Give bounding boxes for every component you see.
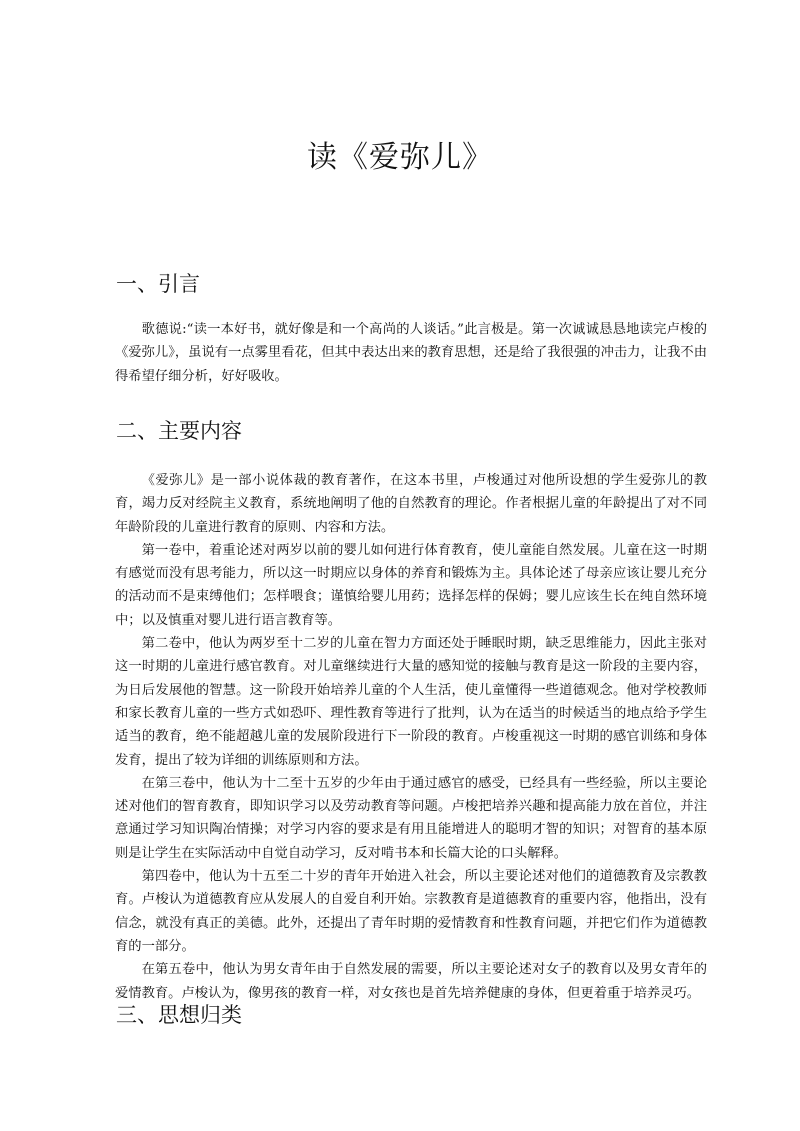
- paragraph: 第一卷中，着重论述对两岁以前的婴儿如何进行体育教育，使儿童能自然发展。儿童在这一时期有感觉而没有思考能力，所以这一时期应以身体的养育和锻炼为主。具体论述了母亲应该让婴儿充分的活动而不是束缚他们；怎样喂食；谨慎给婴儿用药；选择怎样的保姆；婴儿应该生长在纯自然环境中；以及慎重对婴儿进行语言教育等。: [115, 542, 707, 628]
- section-body-main-content: [115, 469, 707, 1005]
- paragraph: 在第五卷中，他认为男女青年由于自然发展的需要，所以主要论述对女子的教育以及男女青年的爱情教育。卢梭认为，像男孩的教育一样，对女孩也是首先培养健康的身体，但更着重于培养灵巧。: [115, 962, 707, 1001]
- paragraph: 《爱弥儿》是一部小说体裁的教育著作，在这本书里，卢梭通过对他所设想的学生爱弥儿的教育，竭力反对经院主义教育，系统地阐明了他的自然教育的理论。作者根据儿童的年龄提出了对不同年龄阶段的儿童进行教育的原则、内容和方法。: [115, 473, 707, 535]
- section-body-introduction: [115, 318, 707, 388]
- document-title: 读《爱弥儿》: [307, 140, 493, 175]
- section-heading-thought-classification: 三、思想归类: [116, 1003, 242, 1027]
- section-heading-introduction: 一、引言: [116, 272, 200, 296]
- paragraph: 在第三卷中，他认为十二至十五岁的少年由于通过感官的感受，已经具有一些经验，所以主要论述对他们的智育教育，即知识学习以及劳动教育等问题。卢梭把培养兴趣和提高能力放在首位，并注意通过学习知识陶冶情操；对学习内容的要求是有用且能增进人的聪明才智的知识；对智育的基本原则是让学生在实际活动中自觉自动学习，反对啃书本和长篇大论的口头解释。: [115, 775, 707, 861]
- paragraph: 第四卷中，他认为十五至二十岁的青年开始进入社会，所以主要论述对他们的道德教育及宗教教育。卢梭认为道德教育应从发展人的自爱自利开始。宗教教育是道德教育的重要内容，他指出，没有信念，就没有真正的美德。此外，还提出了青年时期的爱情教育和性教育问题，并把它们作为道德教育的一部分。: [115, 869, 707, 954]
- paragraph: 歌德说:“读一本好书，就好像是和一个高尚的人谈话。”此言极是。第一次诚诚恳恳地读完卢梭的《爱弥儿》，虽说有一点雾里看花，但其中表达出来的教育思想，还是给了我很强的冲击力，让我不由得希望仔细分析，好好吸收。: [115, 322, 707, 384]
- paragraph: 第二卷中，他认为两岁至十二岁的儿童在智力方面还处于睡眠时期，缺乏思维能力，因此主张对这一时期的儿童进行感官教育。对儿童继续进行大量的感知觉的接触与教育是这一阶段的主要内容，为日后发展他的智慧。这一阶段开始培养儿童的个人生活，使儿童懂得一些道德观念。他对学校教师和家长教育儿童的一些方式如恐吓、理性教育等进行了批判，认为在适当的时候适当的地点给予学生适当的教育，绝不能超越儿童的发展阶段进行下一阶段的教育。卢梭重视这一时期的感官训练和身体发育，提出了较为详细的训练原则和方法。: [115, 636, 707, 768]
- section-heading-main-content: 二、主要内容: [116, 419, 242, 443]
